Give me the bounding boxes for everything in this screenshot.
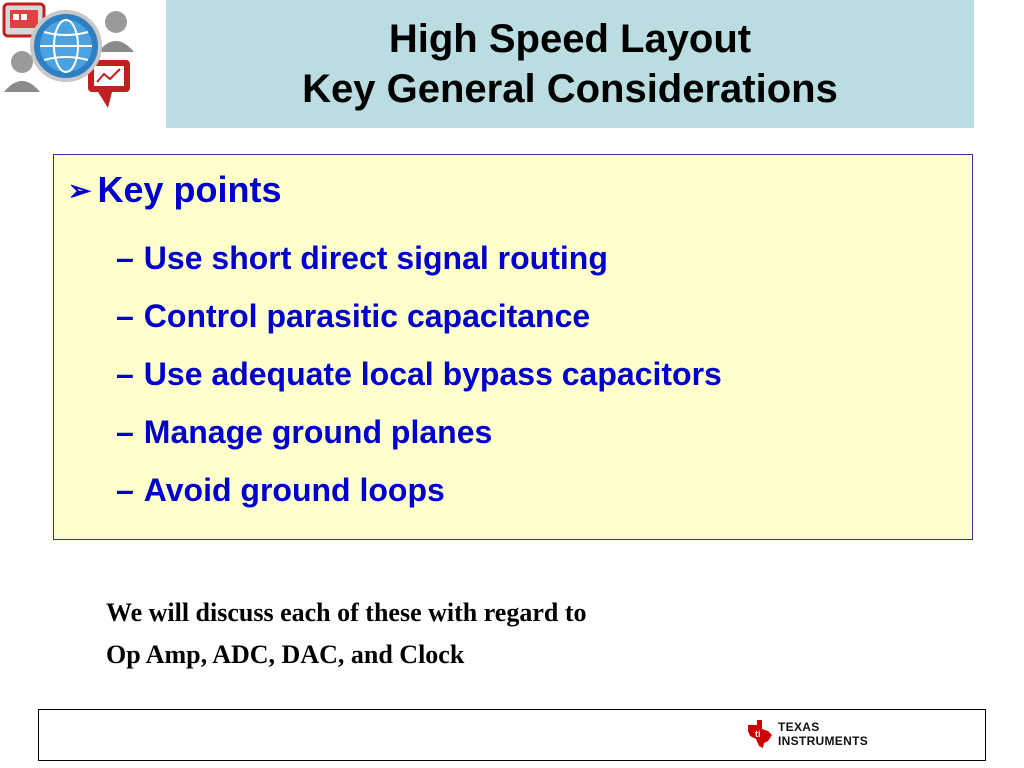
title-banner [166,0,974,128]
dash-bullet-icon: – [116,355,134,392]
training-logo-graphic [0,0,140,115]
dash-bullet-icon: – [116,239,134,276]
list-item [116,403,722,461]
dash-bullet-icon: – [116,297,134,334]
footer-bar [38,709,986,761]
list-item-text: Control parasitic capacitance [143,297,591,334]
ti-logo [746,719,868,749]
note-line-1: We will discuss each of these with regard to [106,598,587,627]
slide-title-line-1: High Speed Layout [388,17,752,61]
list-item [116,461,722,519]
list-item [116,287,722,345]
list-item-text: Use adequate local bypass capacitors [143,355,722,392]
texas-state-icon [746,719,774,749]
list-item-text: Manage ground planes [143,413,493,450]
key-points-box [53,154,973,540]
slide-title-line-2: Key General Considerations [302,67,838,111]
note-line-2: Op Amp, ADC, DAC, and Clock [106,640,465,669]
discussion-note [106,592,587,676]
list-item-text: Avoid ground loops [143,471,445,508]
dash-bullet-icon: – [116,471,134,508]
training-logo [0,0,140,115]
list-item [116,345,722,403]
ti-wordmark [778,720,868,748]
svg-text:ti: ti [755,729,761,739]
ti-wordmark-line-2: INSTRUMENTS [778,734,868,748]
arrow-bullet-icon: ➢ [68,174,92,206]
dash-bullet-icon: – [116,413,134,450]
ti-wordmark-line-1: TEXAS [778,720,820,734]
list-item-text: Use short direct signal routing [143,239,608,276]
list-item [116,229,722,287]
key-points-heading: Key points [97,169,282,210]
key-points-heading-row [68,169,282,211]
key-points-list [116,229,722,519]
